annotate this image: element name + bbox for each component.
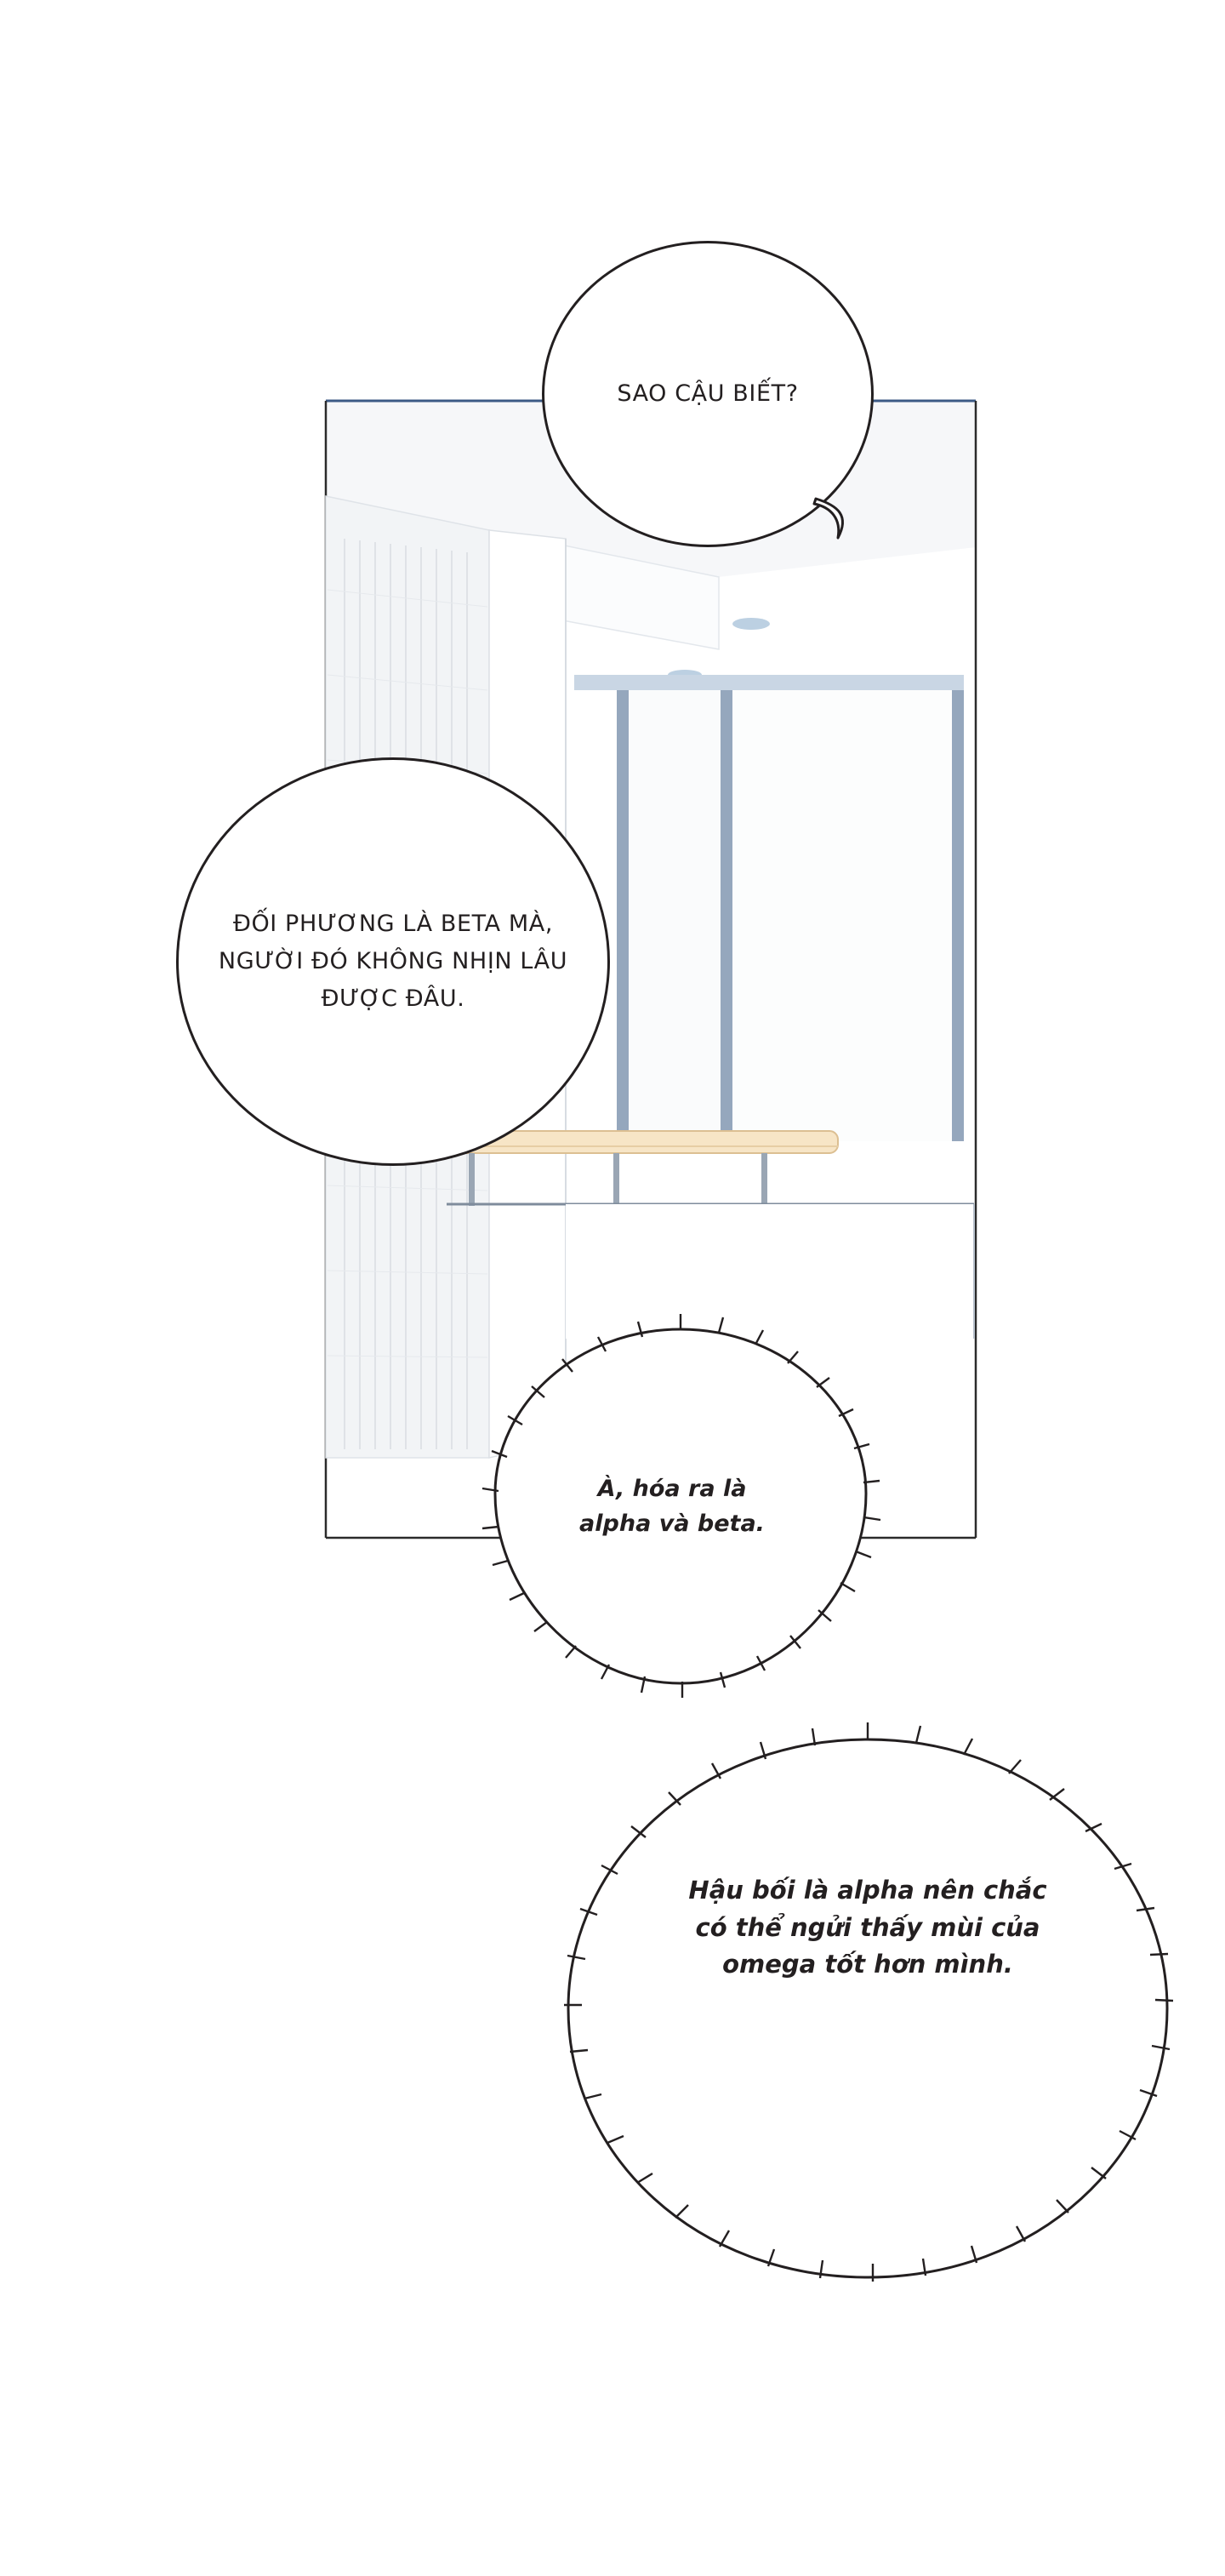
speech-balloon-1-text: SAO CẬU BIẾT? bbox=[617, 380, 799, 408]
thought-balloon-2 bbox=[536, 1719, 1199, 2298]
speech-balloon-1-tail bbox=[812, 494, 863, 545]
thought-balloon-2-text: Hậu bối là alpha nên chắc có thể ngửi thấy mùi của omega tốt hơn mình. bbox=[688, 1876, 1047, 1979]
thought-balloon-1-text: À, hóa ra là alpha và beta. bbox=[579, 1476, 765, 1537]
speech-balloon-2-text: ĐỐI PHƯƠNG LÀ BETA MÀ, NGƯỜI ĐÓ KHÔNG NHỊN LÂU ĐƯỢC ĐÂU. bbox=[218, 911, 568, 1012]
speech-balloon-2 bbox=[176, 757, 610, 1166]
